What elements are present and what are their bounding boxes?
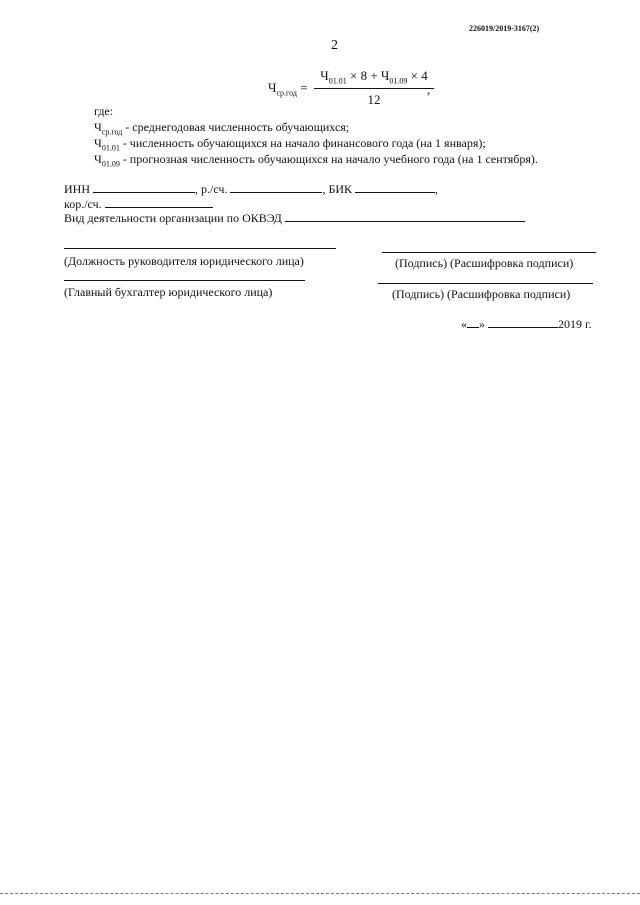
rs-label: , р./сч. bbox=[195, 182, 228, 196]
bik-comma: , bbox=[435, 182, 439, 196]
date-month-field[interactable] bbox=[488, 316, 558, 328]
date-day-field[interactable] bbox=[467, 316, 479, 328]
date-close-quote: » bbox=[479, 317, 485, 331]
accountant-sign-caption: (Подпись) (Расшифровка подписи) bbox=[392, 287, 571, 301]
date-year: 2019 г. bbox=[558, 317, 592, 331]
legend-item-avg: $Ч_{ср.год}$ - среднегодовая численность обучающихся; bbox=[94, 120, 350, 137]
head-position-line[interactable] bbox=[64, 248, 336, 249]
formula-comma: , bbox=[427, 82, 431, 97]
legend-item-sep: $Ч_{01.09}$ - прогнозная численность обучающихся на начало учебного года (на 1 сентября). bbox=[94, 152, 538, 169]
inn-row bbox=[64, 181, 438, 197]
accountant-caption: (Главный бухгалтер юридического лица) bbox=[64, 285, 273, 299]
inn-label: ИНН bbox=[64, 182, 90, 196]
document-number: 226019/2019-3167(2) bbox=[469, 24, 540, 33]
okved-field[interactable] bbox=[285, 210, 525, 222]
inn-field[interactable] bbox=[93, 181, 195, 193]
formula-denominator: 12 bbox=[367, 91, 381, 107]
rs-field[interactable] bbox=[230, 181, 322, 193]
head-position-caption: (Должность руководителя юридического лица) bbox=[64, 254, 304, 268]
date-row bbox=[461, 316, 592, 332]
formula-numerator: $Ч_{01.01} \times 8 + Ч_{01.09} \times 4$ bbox=[314, 68, 434, 89]
bik-field[interactable] bbox=[355, 181, 435, 193]
average-count-formula bbox=[268, 68, 448, 108]
okved-row bbox=[64, 210, 525, 226]
accountant-sign-line[interactable] bbox=[378, 283, 593, 284]
date-open-quote: « bbox=[461, 317, 467, 331]
legend-where: где: bbox=[94, 104, 114, 118]
formula-fraction bbox=[314, 68, 434, 108]
kor-label: кор./сч. bbox=[64, 197, 102, 211]
legend-item-jan: $Ч_{01.01}$ - численность обучающихся на начало финансового года (на 1 января); bbox=[94, 136, 486, 153]
okved-label: Вид деятельности организации по ОКВЭД bbox=[64, 211, 282, 225]
accountant-line[interactable] bbox=[64, 280, 305, 281]
page-bottom-rule bbox=[0, 893, 640, 894]
formula-lhs: $Ч_{ср.год}$ = bbox=[268, 80, 308, 98]
kor-field[interactable] bbox=[105, 196, 213, 208]
head-sign-caption: (Подпись) (Расшифровка подписи) bbox=[395, 256, 574, 270]
page-number: 2 bbox=[331, 38, 338, 53]
bik-label: , БИК bbox=[322, 182, 353, 196]
head-sign-line[interactable] bbox=[382, 252, 596, 253]
